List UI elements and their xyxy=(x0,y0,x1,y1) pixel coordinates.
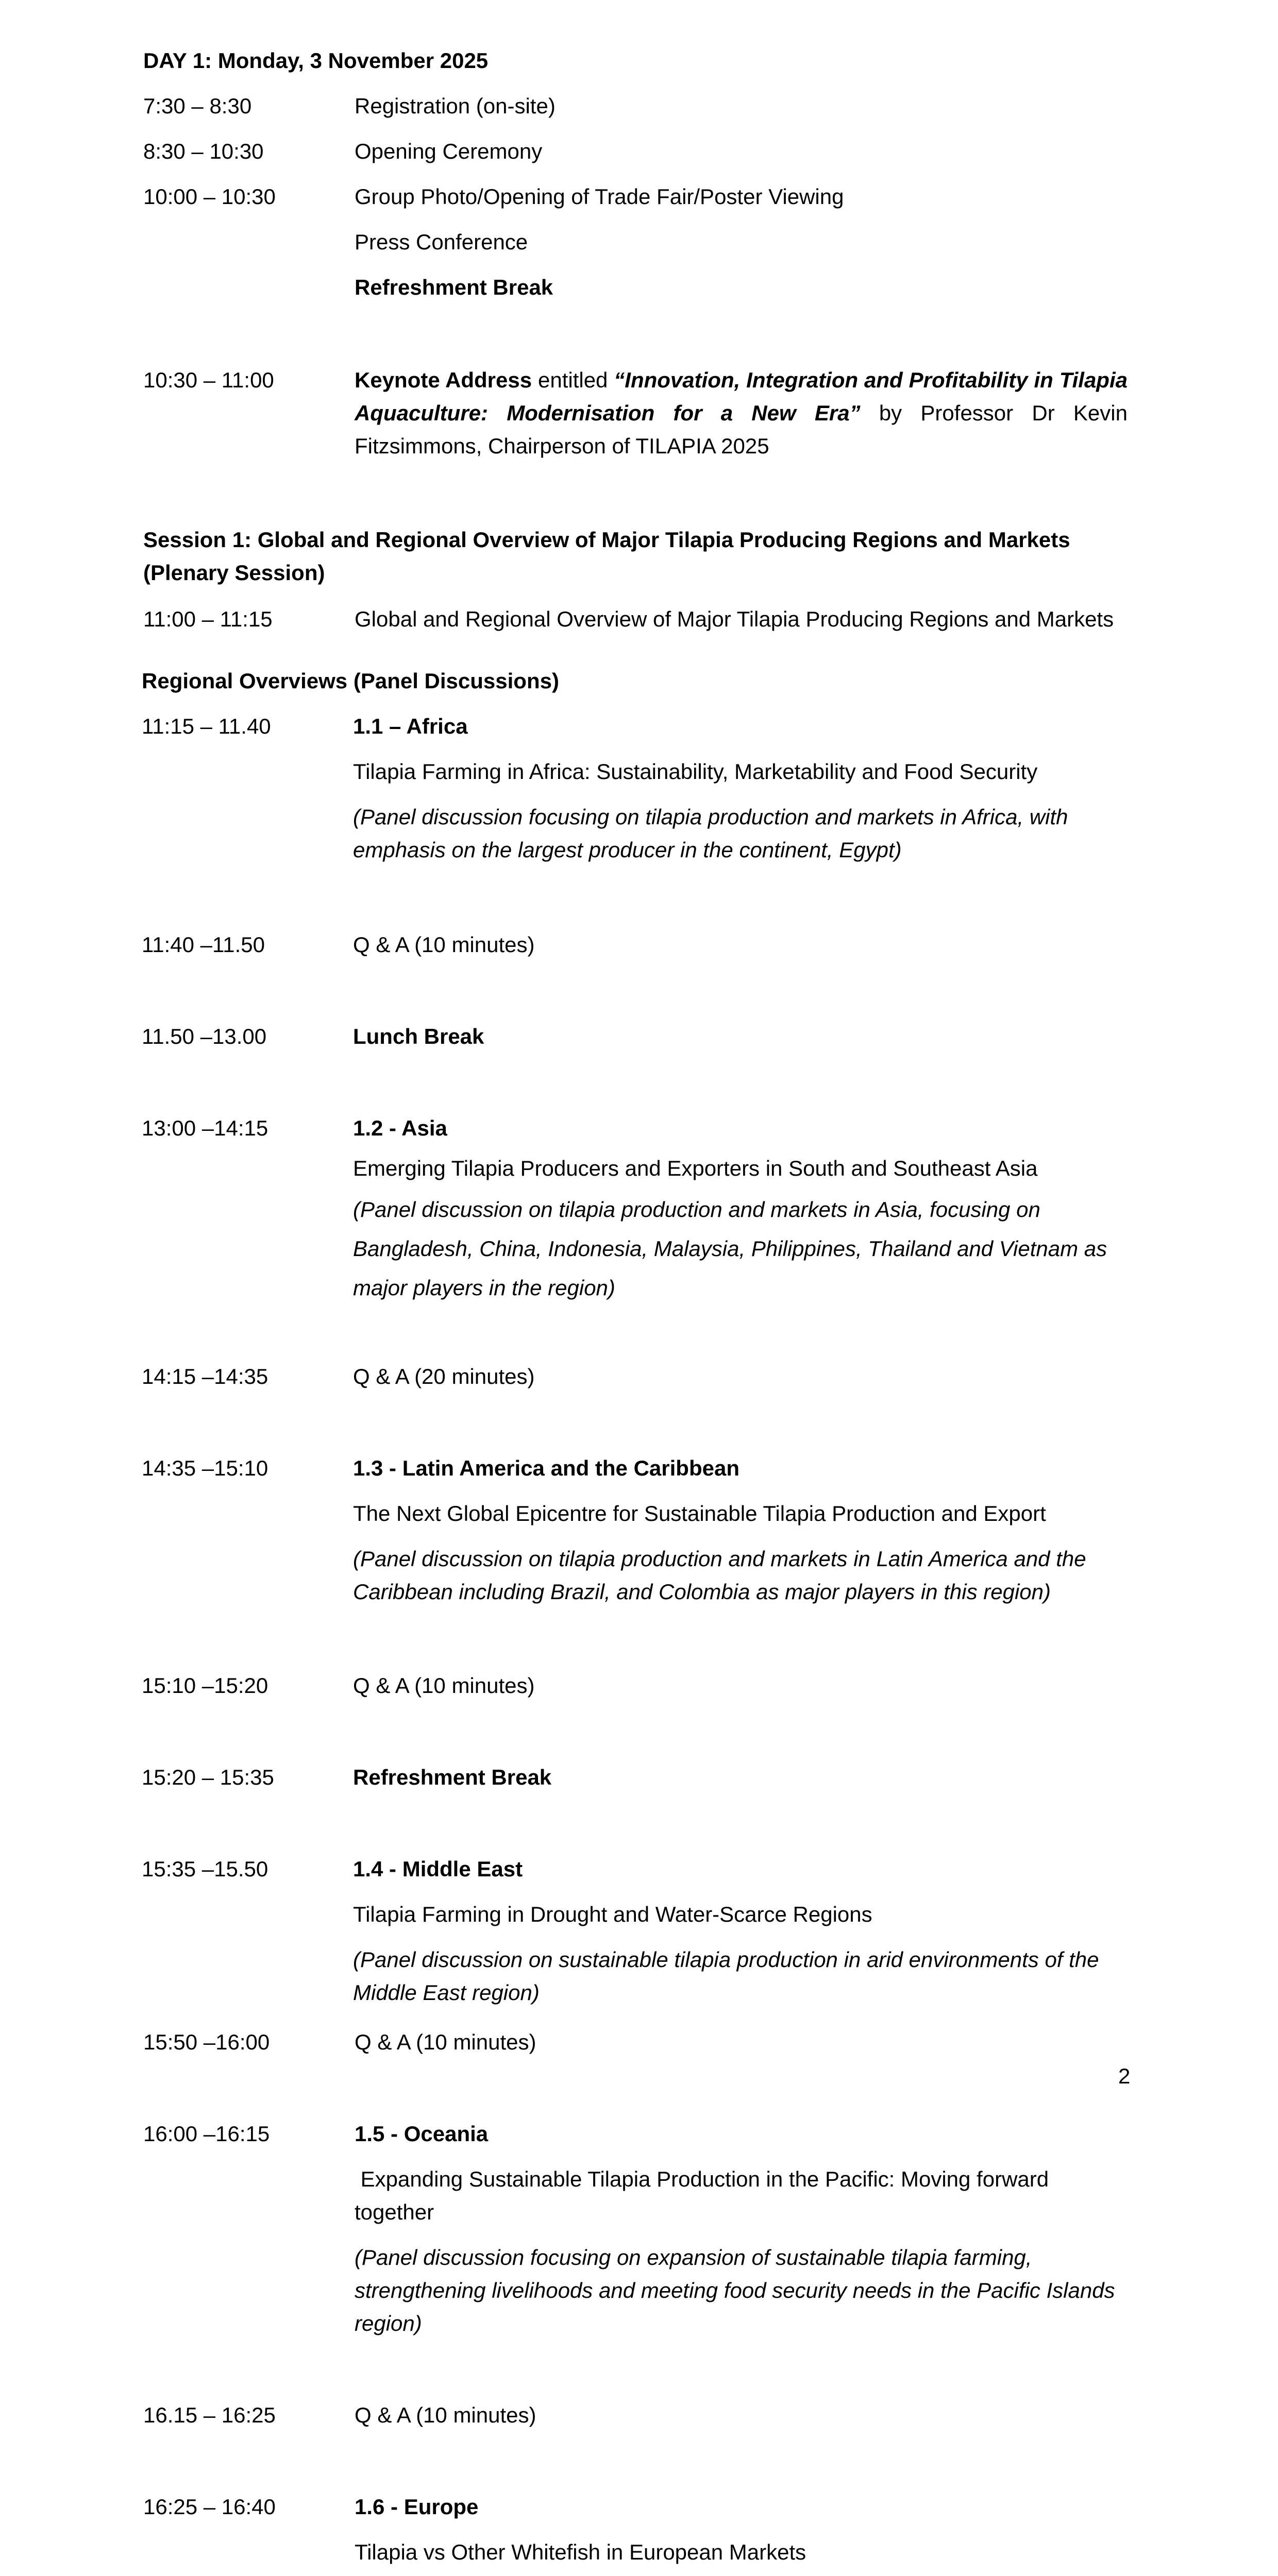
time-africa: 11:15 – 11.40 xyxy=(142,714,271,738)
panel-middle-east-subtitle: Tilapia Farming in Drought and Water-Scarce Regions xyxy=(353,1902,872,1926)
panel-asia-description: (Panel discussion on tilapia production and markets in Asia, focusing on Bangladesh, China, Indonesia, Malaysia, Philippines, Thailand and Vietnam as major players in the region) xyxy=(353,1197,1107,1300)
qa-africa-label: Q & A (10 minutes) xyxy=(353,933,535,957)
panel-africa-title: 1.1 – Africa xyxy=(353,714,468,738)
time-global-overview: 11:00 – 11:15 xyxy=(143,607,273,631)
time-qa-middle-east: 15:50 –16:00 xyxy=(143,2030,270,2054)
time-middle-east: 15:35 –15.50 xyxy=(142,1857,268,1881)
panel-oceania-description: (Panel discussion focusing on expansion of sustainable tilapia farming, strengthening livelihoods and meeting food security needs in the Pacific Islands region) xyxy=(355,2245,1115,2335)
time-opening: 8:30 – 10:30 xyxy=(143,139,264,163)
qa-latin-america-label: Q & A (10 minutes) xyxy=(353,1673,535,1698)
keynote-label: Keynote Address xyxy=(355,368,532,392)
panel-latin-america-description: (Panel discussion on tilapia production and markets in Latin America and the Caribbean including Brazil, and Colombia as major players in this region) xyxy=(353,1547,1086,1604)
panel-asia-subtitle: Emerging Tilapia Producers and Exporters in South and Southeast Asia xyxy=(353,1156,1038,1180)
panel-oceania-subtitle: Expanding Sustainable Tilapia Production in the Pacific: Moving forward together xyxy=(355,2167,1055,2224)
title-opening: Opening Ceremony xyxy=(355,139,543,163)
session-1-heading: Session 1: Global and Regional Overview of Major Tilapia Producing Regions and Markets (Plenary Session) xyxy=(143,528,1070,585)
time-registration: 7:30 – 8:30 xyxy=(143,94,252,118)
time-qa-africa: 11:40 –11.50 xyxy=(142,933,265,957)
title-refreshment-2: Refreshment Break xyxy=(353,1765,552,1789)
panel-africa-subtitle: Tilapia Farming in Africa: Sustainability, Marketability and Food Security xyxy=(353,759,1038,784)
day-title: DAY 1: Monday, 3 November 2025 xyxy=(143,48,489,73)
panel-middle-east-description: (Panel discussion on sustainable tilapia production in arid environments of the Middle East region) xyxy=(353,1947,1099,2005)
qa-middle-east-label: Q & A (10 minutes) xyxy=(355,2030,536,2054)
title-press: Press Conference xyxy=(355,230,528,254)
keynote-connector: entitled xyxy=(532,368,614,392)
time-group-photo: 10:00 – 10:30 xyxy=(143,184,276,209)
title-registration: Registration (on-site) xyxy=(355,94,556,118)
time-oceania: 16:00 –16:15 xyxy=(143,2122,270,2146)
time-qa-oceania: 16.15 – 16:25 xyxy=(143,2403,276,2427)
keynote-speaker: by Professor Dr Kevin Fitzsimmons, Chairperson of TILAPIA 2025 xyxy=(355,401,1128,458)
panel-latin-america-title: 1.3 - Latin America and the Caribbean xyxy=(353,1456,739,1480)
page-number: 2 xyxy=(1118,2064,1131,2088)
title-refreshment-1: Refreshment Break xyxy=(355,275,553,299)
panel-latin-america-subtitle: The Next Global Epicentre for Sustainable Tilapia Production and Export xyxy=(353,1501,1046,1526)
regional-overviews-heading: Regional Overviews (Panel Discussions) xyxy=(142,669,559,693)
title-group-photo: Group Photo/Opening of Trade Fair/Poster Viewing xyxy=(355,184,844,209)
panel-europe-subtitle: Tilapia vs Other Whitefish in European Markets xyxy=(355,2540,806,2564)
time-lunch: 11.50 –13.00 xyxy=(142,1024,267,1048)
panel-europe-title: 1.6 - Europe xyxy=(355,2495,479,2519)
title-global-overview: Global and Regional Overview of Major Tilapia Producing Regions and Markets xyxy=(355,607,1114,631)
keynote-text xyxy=(355,364,1128,463)
keynote-quote: “Innovation, Integration and Profitability in Tilapia Aquaculture: Modernisation for a New Era” xyxy=(355,368,1128,425)
panel-asia-title: 1.2 - Asia xyxy=(353,1116,447,1140)
panel-africa-description: (Panel discussion focusing on tilapia production and markets in Africa, with emphasis on the largest producer in the continent, Egypt) xyxy=(353,805,1068,862)
qa-asia-label: Q & A (20 minutes) xyxy=(353,1364,535,1388)
title-lunch: Lunch Break xyxy=(353,1024,484,1048)
time-qa-asia: 14:15 –14:35 xyxy=(142,1364,268,1388)
time-asia: 13:00 –14:15 xyxy=(142,1116,268,1140)
panel-middle-east-title: 1.4 - Middle East xyxy=(353,1857,523,1881)
panel-oceania-title: 1.5 - Oceania xyxy=(355,2122,489,2146)
time-refreshment-2: 15:20 – 15:35 xyxy=(142,1765,274,1789)
time-europe: 16:25 – 16:40 xyxy=(143,2495,276,2519)
qa-oceania-label: Q & A (10 minutes) xyxy=(355,2403,536,2427)
time-qa-latin-america: 15:10 –15:20 xyxy=(142,1673,268,1698)
time-latin-america: 14:35 –15:10 xyxy=(142,1456,268,1480)
time-keynote: 10:30 – 11:00 xyxy=(143,368,274,392)
